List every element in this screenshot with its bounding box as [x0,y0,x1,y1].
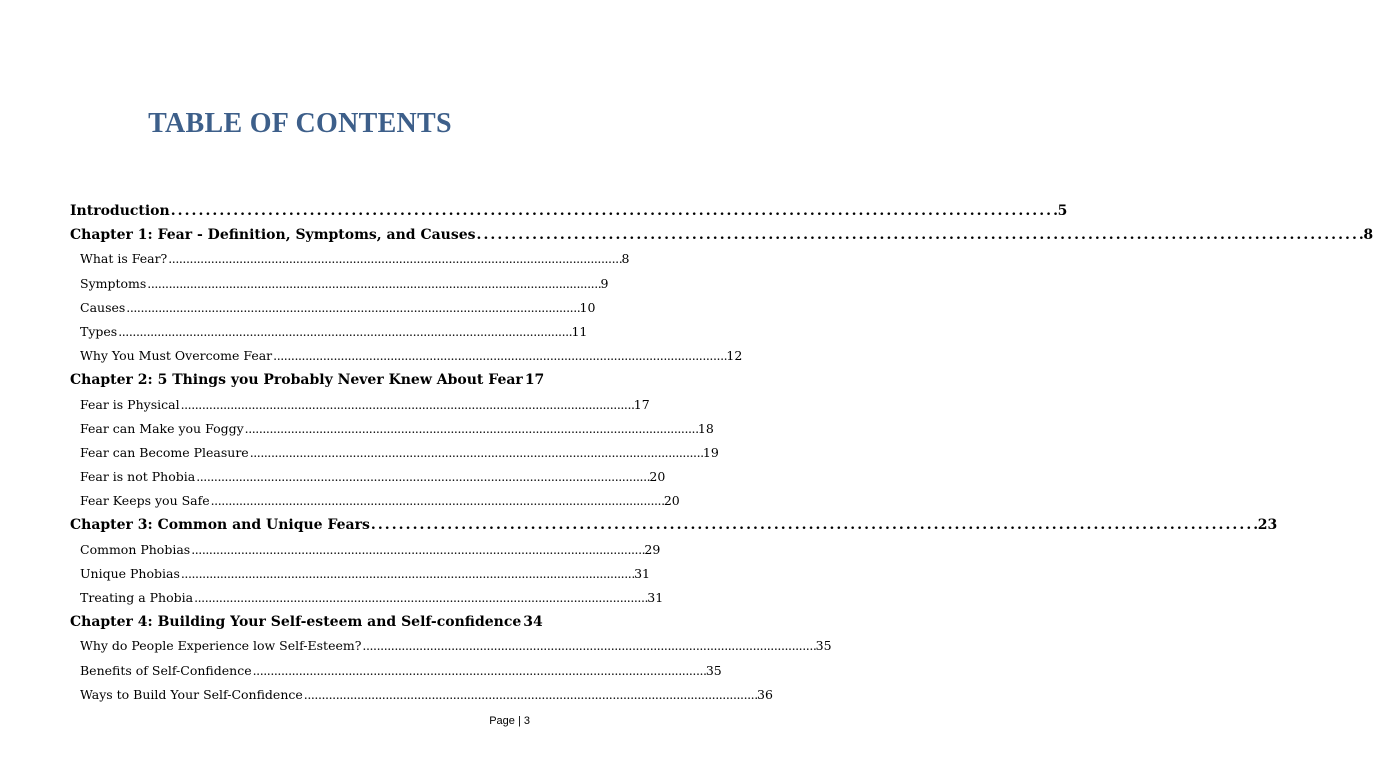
dot-leader [181,397,633,412]
toc-section-entry[interactable] [70,444,719,469]
toc-entry-page-number: 23 [1257,517,1278,534]
toc-entry-label: Chapter 4: Building Your Self-esteem and Self-confidence [70,614,522,631]
dot-leader [118,324,570,339]
dot-leader [477,227,1363,243]
page-title: TABLE OF CONTENTS [148,108,452,139]
toc-section-entry[interactable] [70,541,661,566]
toc-entry-label: Symptoms [80,275,147,291]
dot-leader [194,590,646,605]
toc-section-entry[interactable] [70,686,773,711]
toc-section-entry[interactable] [70,251,630,275]
dot-leader [371,517,1257,533]
toc-entry-page-number: 29 [644,541,661,557]
dot-leader [211,493,663,508]
page-number-footer: Page | 3 [489,715,530,727]
toc-entry-page-number: 8 [621,251,630,267]
toc-entry-label: Benefits of Self-Confidence [80,662,252,678]
dot-leader [245,421,697,436]
toc-entry-label: Causes [80,299,126,315]
toc-entry-page-number: 31 [647,590,664,605]
toc-entry-page-number: 8 [1363,227,1373,244]
toc-entry-label: Introduction [70,203,170,219]
toc-entry-page-number: 20 [649,469,666,485]
toc-entry-page-number: 34 [523,614,543,631]
toc-chapter-entry[interactable] [70,614,543,638]
toc-section-entry[interactable] [70,420,714,445]
toc-chapter-entry[interactable] [70,517,1278,541]
toc-section-entry[interactable] [70,348,743,372]
toc-entry-label: Fear is not Phobia [80,469,196,485]
dot-leader [250,445,702,460]
toc-section-entry[interactable] [70,469,666,493]
toc-entry-page-number: 35 [705,662,722,678]
dot-leader [168,251,620,266]
toc-entry-label: Fear Keeps you Safe [80,493,210,509]
toc-entry-label: Why You Must Overcome Fear [80,348,273,364]
toc-entry-label: Types [80,323,118,339]
dot-leader [171,203,1057,219]
toc-entry-page-number: 9 [600,275,609,291]
dot-leader [273,348,725,363]
toc-section-entry[interactable] [70,565,650,590]
toc-entry-page-number: 12 [726,348,743,364]
dot-leader [147,276,599,291]
toc-entry-label: Common Phobias [80,541,191,557]
toc-entry-page-number: 36 [757,686,773,702]
dot-leader [126,300,578,315]
toc-section-entry[interactable] [70,662,722,687]
toc-entry-page-number: 11 [571,323,588,339]
dot-leader [253,663,705,678]
toc-entry-label: Unique Phobias [80,565,180,581]
toc-entry-label: Fear is Physical [80,396,180,412]
toc-chapter-entry[interactable] [70,227,1373,251]
toc-entry-page-number: 31 [634,565,650,581]
toc-entry-label: Why do People Experience low Self-Esteem? [80,638,362,654]
dot-leader [196,469,648,484]
toc-entry-label: Chapter 1: Fear - Definition, Symptoms, and Causes [70,227,476,244]
toc-section-entry[interactable] [70,323,588,348]
toc-chapter-entry[interactable] [70,203,1068,227]
toc-entry-page-number: 18 [697,420,714,436]
toc-entry-page-number: 17 [524,372,545,389]
toc-section-entry[interactable] [70,299,596,324]
toc-entry-label: Fear can Make you Foggy [80,420,244,436]
toc-entry-page-number: 10 [579,299,596,315]
toc-entry-page-number: 35 [815,638,832,654]
toc-chapter-entry[interactable] [70,372,545,396]
toc-section-entry[interactable] [70,493,680,517]
toc-entry-label: Treating a Phobia [80,590,194,605]
toc-section-entry[interactable] [70,275,609,300]
toc-entry-label: Ways to Build Your Self-Confidence [80,686,303,702]
toc-entry-label: Chapter 2: 5 Things you Probably Never Knew About Fear [70,372,523,389]
toc-section-entry[interactable] [70,638,832,662]
toc-entry-label: What is Fear? [80,251,168,267]
toc-section-entry[interactable] [70,396,650,421]
toc-entry-page-number: 20 [663,493,680,509]
dot-leader [304,687,756,702]
toc-entry-page-number: 5 [1057,203,1068,219]
dot-leader [191,542,643,557]
dot-leader [362,638,814,653]
toc-entry-label: Fear can Become Pleasure [80,444,249,460]
toc-entry-page-number: 17 [633,396,650,412]
table-of-contents [70,203,1373,711]
toc-section-entry[interactable] [70,590,664,614]
dot-leader [181,566,633,581]
toc-entry-label: Chapter 3: Common and Unique Fears [70,517,370,534]
toc-entry-page-number: 19 [702,444,719,460]
